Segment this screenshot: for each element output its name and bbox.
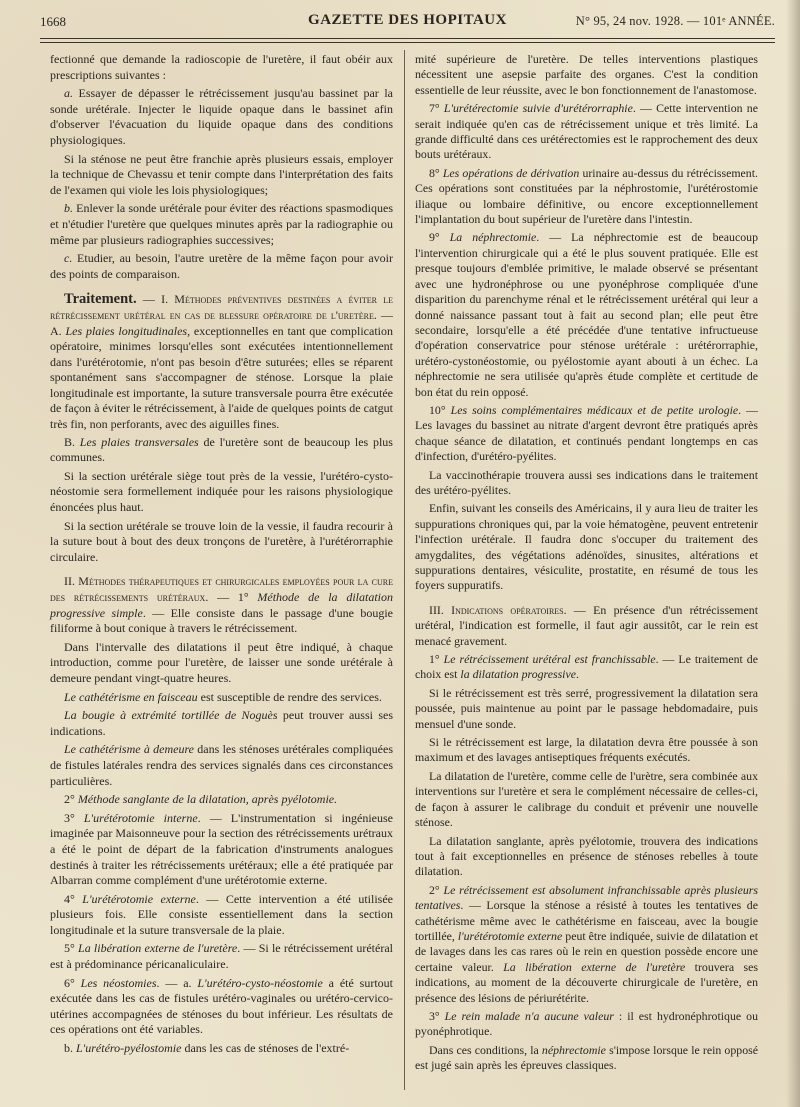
paragraph: Enfin, suivant les conseils des Américains, il y aura lieu de traiter les suppurations chroniques qui, par la voie hématogène, peuvent entretenir l'infection urétérale. Il faudra donc s'occuper du traitement des amygdalites, des végétations adénoïdes, sinusites, altérations et suppurations dentaires, vésiculite, prostatite, en résumé de tous les foyers suppuratifs. bbox=[415, 501, 758, 593]
paragraph: Si la section urétérale se trouve loin de la vessie, il faudra recourir à la suture bout à bout des deux tronçons de l'uretère, à l'urétérorraphie circulaire. bbox=[50, 518, 393, 564]
right-column bbox=[415, 52, 758, 1077]
paragraph: Le cathétérisme à demeure dans les sténoses urétérales compliquées de fistules latérales rendra des services signalés dans ces circonstances particulières. bbox=[50, 742, 393, 788]
paragraph: 4° L'urétérotomie externe. — Cette intervention a été utilisée plusieurs fois. Elle consiste essentiellement dans la section longitudinale et la suture transversale de la plaie. bbox=[50, 891, 393, 937]
page-number: 1668 bbox=[40, 14, 66, 29]
header-rule-bottom bbox=[40, 42, 775, 43]
paragraph: 2° Méthode sanglante de la dilatation, après pyélotomie. bbox=[64, 792, 338, 807]
paragraph: Dans l'intervalle des dilatations il peut être indiqué, à chaque introduction, comme pour l'uretère, de laisser une sonde urétérale à demeure pendant vingt-quatre heures. bbox=[50, 639, 393, 685]
paragraph: b. L'urétéro-pyélostomie dans les cas de sténoses de l'extré- bbox=[64, 1041, 350, 1056]
paragraph: Si le rétrécissement est très serré, progressivement la dilatation sera poussée, puis maintenue au point par le passage hebdomadaire, puis mensuel d'une sonde. bbox=[415, 685, 758, 731]
section-heading-indications: III. Indications opératoires. — En présence d'un rétrécissement urétéral, l'indication est formelle, il faut agir aussitôt, car le rein est menacé gravement. bbox=[415, 602, 758, 648]
page-header bbox=[40, 12, 775, 38]
paragraph: La vaccinothérapie trouvera aussi ses indications dans le traitement des urétéro-pyélites. bbox=[415, 467, 758, 497]
page-edge-shadow bbox=[786, 0, 800, 1107]
paragraph: b. Enlever la sonde urétérale pour éviter des réactions spasmodiques et n'étudier l'uretère que quelques minutes après par la radiographie ou même par plusieurs radiographies successives; bbox=[50, 201, 393, 247]
paragraph: Dans ces conditions, la néphrectomie s'impose lorsque le rein opposé est jugé sain après les épreuves classiques. bbox=[415, 1042, 758, 1073]
paragraph: 10° Les soins complémentaires médicaux et de petite urologie. — Les lavages du bassinet au nitrate d'argent devront être pratiqués après chaque séance de dilatation, et continués pendant longtemps en cas d'infection, d'urétéro-pyélites. bbox=[415, 402, 758, 464]
paragraph: 3° L'urétérotomie interne. — L'instrumentation si ingénieuse imaginée par Maisonneuve pour la section des rétrécissements urétraux a été le point de départ de la fabrication d'instruments analogues destinés à traiter les rétrécissements urétéraux; elle a été pratiquée par Albarran comme complément d'une urétérotomie externe. bbox=[50, 810, 393, 888]
paragraph: mité supérieure de l'uretère. De telles interventions plastiques nécessitent une asepsie parfaite des organes. C'est la condition essentielle de leur réussite, avec le bon fonctionnement de l'anastomose. bbox=[415, 52, 758, 97]
paragraph: Le cathétérisme en faisceau est susceptible de rendre des services. bbox=[64, 689, 382, 704]
paragraph: 3° Le rein malade n'a aucune valeur : il est hydronéphrotique ou pyonéphrotique. bbox=[415, 1008, 758, 1039]
section-heading-methodes: II. Méthodes thérapeutiques et chirurgicales employées pour la cure des rétrécissements urétéraux. — 1° Méthode de la dilatation progressive simple. — Elle consiste dans le passage d'une bougie filiforme à bout conique à travers le rétrécissement. bbox=[50, 574, 394, 636]
paragraph: 6° Les néostomies. — a. L'urétéro-cysto-néostomie a été surtout exécutée dans les cas de fistules urétéro-vaginales ou urétéro-cervico-utérines accompagnées de sténoses du bout inférieur. Les résultats de ces opérations ont été variables. bbox=[50, 975, 393, 1037]
header-rule-top bbox=[40, 38, 775, 39]
paragraph: La dilatation de l'uretère, comme celle de l'urètre, sera combinée aux interventions sur l'uretère et sera le complément nécessaire de celles-ci, de façon à assurer le calibrage du conduit et prévenir une nouvelle sténose. bbox=[415, 768, 758, 830]
paragraph: B. Les plaies transversales de l'uretère sont de beaucoup les plus communes. bbox=[50, 434, 393, 465]
paragraph: Si le rétrécissement est large, la dilatation devra être poussée à son maximum et des lavages antiseptiques fréquents exécutés. bbox=[415, 735, 758, 765]
paragraph: fectionné que demande la radioscopie de l'uretère, il faut obéir aux prescriptions suivantes : bbox=[50, 52, 393, 82]
paragraph: Si la section urétérale siège tout près de la vessie, l'urétéro-cysto-néostomie sera formellement indiquée pour les raisons physiologique énoncées plus haut. bbox=[50, 468, 393, 515]
paragraph: La bougie à extrémité tortillée de Noguès peut trouver aussi ses indications. bbox=[50, 708, 393, 738]
paragraph: c. Etudier, au besoin, l'autre uretère de la même façon pour avoir des points de comparaison. bbox=[50, 251, 393, 281]
paragraph: 8° Les opérations de dérivation urinaire au-dessus du rétrécissement. Ces opérations sont constituées par la néphrostomie, l'urétérostomie iliaque ou lombaire définitive, ou encore exceptionnellement l'implantation du bout supérieur de l'uretère dans l'intestin. bbox=[415, 165, 758, 227]
paragraph: 5° La libération externe de l'uretère. — Si le rétrécissement urétéral est à prédominance péricanaliculaire. bbox=[50, 941, 393, 972]
paragraph: 1° Le rétrécissement urétéral est franchissable. — Le traitement de choix est la dilatation progressive. bbox=[415, 652, 758, 682]
column-divider bbox=[404, 50, 405, 1090]
paragraph: La dilatation sanglante, après pyélotomie, trouvera des indications tout à fait exceptionnelles en présence de sténoses rebelles à toute dilatation. bbox=[415, 833, 758, 879]
paragraph: 2° Le rétrécissement est absolument infranchissable après plusieurs tentatives. — Lorsque la sténose a résisté à toutes les tentatives de cathétérisme même avec le cathétérisme en faisceau, avec la bougie tortillée, l'urétérotomie externe peut être indiquée, suivie de dilatation et de lavages dans les cas rares où le rein en question possède encore une certaine valeur. La libération externe de l'uretère trouvera ses indications, au moment de la découverte chirurgicale de l'uretère, en présence des lésions de périurétérite. bbox=[415, 882, 759, 1005]
paragraph: Si la sténose ne peut être franchie après plusieurs essais, employer la technique de Chevassu et tenir compte dans l'interprétation des faits de l'examen qui viole les lois physiologiques; bbox=[50, 151, 393, 197]
journal-title: GAZETTE DES HOPITAUX bbox=[308, 12, 507, 28]
paragraph: a. Essayer de dépasser le rétrécissement jusqu'au bassinet par la sonde urétérale. Injecter le liquide opaque dans le bassinet afin d'observer l'évacuation du liquide opaque dans des conditions physiologiques. bbox=[50, 86, 393, 147]
left-column bbox=[50, 52, 393, 1060]
paragraph: 9° La néphrectomie. — La néphrectomie est de beaucoup l'intervention chirurgicale qui a été le plus souvent pratiquée. Elle est presque toujours d'emblée primitive, le malade observé se présentant avec une hydronéphrose ou une pyonéphrose compliquée d'une disparition du parenchyme rénal et le rétrécissement urétéral qui leur a donné naissance passant tout à fait au second plan; elle peut être secondaire, lorsqu'elle a été précédée d'une tentative infructueuse d'opération conservatrice pour sténose urétérale : urétérorraphie, urétéro-cystonéostomie, ou pyélostomie ayant abouti à un échec. La néphrectomie ne sera utilisée qu'après étude complète et certitude de bon état du rein opposé. bbox=[415, 230, 758, 399]
section-heading-traitement: Traitement. — I. Méthodes préventives destinées a éviter le rétrécissement urétéral en cas de blessure opératoire de l'uretère. — A. Les plaies longitudinales, exceptionnelles en tant que complication opératoire, minimes lorsqu'elles sont exécutées intentionnellement dans l'urétérotomie, n'ont pas besoin d'être suturées; elles se réparent spontanément sans s'accompagner de sténose. Lorsque la plaie longitudinale est importante, la suture transversale pourra être exécutée de façon à éviter le rétrécissement, à l'aide de quelques points de catgut très fin, non perforants, avec des aiguilles fines. bbox=[50, 291, 394, 432]
issue-info: N° 95, 24 nov. 1928. — 101ᵉ ANNÉE. bbox=[575, 14, 775, 28]
paragraph: 7° L'urétérectomie suivie d'urétérorraphie. — Cette intervention ne serait indiquée qu'en cas de rétrécissement unique et très limité. La grande difficulté dans ces urétérectomies est le rapprochement des deux bouts urétéraux. bbox=[415, 101, 758, 162]
